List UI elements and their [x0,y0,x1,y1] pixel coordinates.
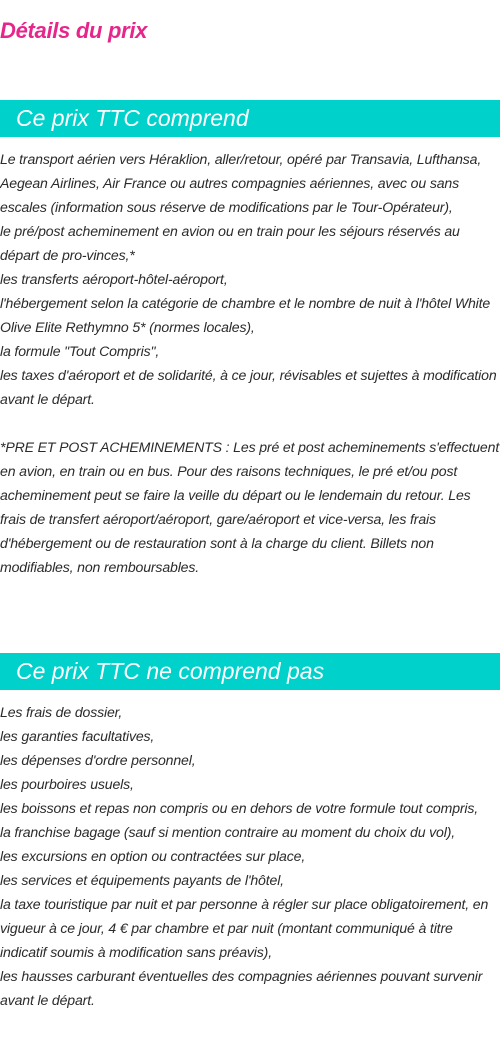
included-section-header: Ce prix TTC comprend [0,100,500,137]
included-list [0,147,500,411]
pre-post-acheminement-note: *PRE ET POST ACHEMINEMENTS : Les pré et post acheminements s'effectuent en avion, en train ou en bus. Pour des raisons techniques, le pré et/ou post acheminement peut se faire la veille du départ ou le lendemain du retour. Les frais de transfert aéroport/aéroport, gare/aéroport et vice-versa, les frais d'hébergement ou de restauration sont à la charge du client. Billets non modifiables, non remboursables. [0,439,500,575]
excluded-item: la franchise bagage (sauf si mention contraire au moment du choix du vol), [0,824,456,840]
excluded-item: les pourboires usuels, [0,776,134,792]
included-item: les taxes d'aéroport et de solidarité, à ce jour, révisables et sujettes à modification avant le départ. [0,367,497,407]
excluded-list [0,700,500,1012]
excluded-section-body [0,700,500,1012]
included-section-body [0,147,500,579]
excluded-item: les boissons et repas non compris ou en dehors de votre formule tout compris, [0,800,479,816]
excluded-item: les excursions en option ou contractées sur place, [0,848,306,864]
included-item: la formule "Tout Compris", [0,343,160,359]
included-item: Le transport aérien vers Héraklion, aller/retour, opéré par Transavia, Lufthansa, Aegean Airlines, Air France ou autres compagnies aériennes, avec ou sans escales (information sous réserve de modifications par le Tour-Opérateur), [0,151,482,215]
excluded-item: les garanties facultatives, [0,728,155,744]
included-item: le pré/post acheminement en avion ou en train pour les séjours réservés au départ de pro-vinces,* [0,223,460,263]
excluded-item: les dépenses d'ordre personnel, [0,752,196,768]
included-item: l'hébergement selon la catégorie de chambre et le nombre de nuit à l'hôtel White Olive Elite Rethymno 5* (normes locales), [0,295,491,335]
excluded-item: les services et équipements payants de l'hôtel, [0,872,284,888]
excluded-item: les hausses carburant éventuelles des compagnies aériennes pouvant survenir avant le départ. [0,968,483,1008]
excluded-item: la taxe touristique par nuit et par personne à régler sur place obligatoirement, en vigueur à ce jour, 4 € par chambre et par nuit (montant communiqué à titre indicatif soumis à modification sans préavis), [0,896,489,960]
excluded-section-header: Ce prix TTC ne comprend pas [0,653,500,690]
excluded-item: Les frais de dossier, [0,704,123,720]
included-item: les transferts aéroport-hôtel-aéroport, [0,271,228,287]
page-title: Détails du prix [0,18,148,43]
